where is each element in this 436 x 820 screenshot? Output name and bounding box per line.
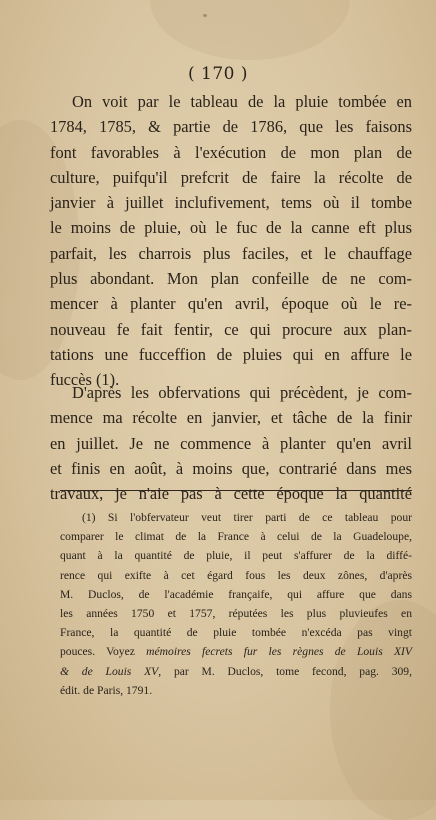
text-line: culture, puifqu'il prefcrit de faire la récolte de	[50, 167, 412, 187]
footnote-title-italic: mémoires fecrets fur les règnes de Louis XIV	[146, 645, 412, 659]
text-line: janvier à juillet inclufivement, tems où il tombe	[50, 193, 412, 213]
footnote-title-italic: & de Louis XV	[60, 664, 159, 678]
text-line: mence ma récolte en janvier, et tâche de la finir	[50, 408, 412, 428]
footnote-line: rence qui exifte à cet égard fous les deux zônes, d'après	[60, 568, 412, 582]
text-line: plus abondant. Mon plan confeille de ne com-	[50, 269, 412, 289]
text-line: tations une fucceffion de pluies qui en affure le	[50, 344, 412, 364]
footnote-rule	[60, 490, 412, 491]
text-line: et finis en août, à moins que, contrarié dans mes	[50, 458, 412, 478]
text-line: mencer à planter qu'en avril, époque où le re-	[50, 294, 412, 314]
footnote-line: comparer le climat de la France à celui de la Guadeloupe,	[60, 530, 412, 544]
footnote-text: pouces. Voyez	[60, 645, 147, 659]
paragraph-1	[50, 89, 412, 393]
text-line: travaux, je n'aie pas à cette époque la quantité	[50, 484, 412, 504]
footnote-line: France, la quantité de pluie tombée n'excéda pas vingt	[60, 626, 412, 640]
footnote-line: (1) Si l'obfervateur veut tirer parti de ce tableau pour	[82, 511, 412, 524]
paper-speck	[203, 14, 207, 17]
footnote	[60, 508, 412, 700]
text-line: 1784, 1785, & partie de 1786, que les faisons	[50, 117, 412, 137]
paper-stain	[150, 0, 350, 60]
text-line: parfait, les charrois plus faciles, et le chauffage	[50, 243, 412, 263]
footnote-line: édit. de Paris, 1791.	[60, 683, 153, 697]
footnote-line: les années 1750 et 1757, réputées les plus pluvieufes en	[60, 607, 412, 621]
footnote-line: quant à la quantité de pluie, il peut s'affurer de la diffé-	[60, 549, 412, 563]
text-line: nouveau fe fait fentir, ce qui procure aux plan-	[50, 319, 412, 339]
footnote-line	[60, 642, 412, 661]
text-line: le moins de pluie, où le fuc de la canne eft plus	[50, 218, 412, 238]
text-line: D'après les obfervations qui précèdent, je com-	[72, 383, 412, 402]
paragraph-2	[50, 380, 412, 506]
footnote-text: , par M. Duclos, tome fecond, pag. 309,	[158, 664, 412, 678]
text-line: fuccès (1).	[50, 370, 120, 390]
page-number: ( 170 )	[187, 64, 249, 84]
footnote-line	[60, 662, 412, 681]
text-line: On voit par le tableau de la pluie tombée en	[72, 92, 412, 111]
text-line: font favorables à l'exécution de mon plan de	[50, 142, 412, 162]
footnote-line: M. Duclos, de l'académie françaife, qui affure que dans	[60, 587, 412, 601]
text-line: en juillet. Je ne commence à planter qu'en avril	[50, 433, 412, 453]
